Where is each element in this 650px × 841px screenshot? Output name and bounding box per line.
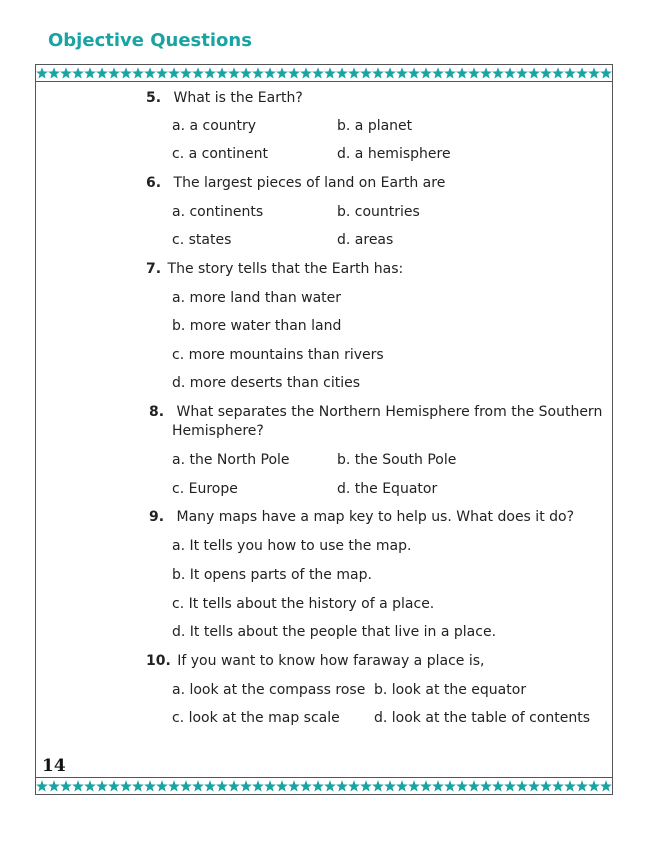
- star-icon: [180, 67, 192, 78]
- star-icon: [288, 780, 300, 791]
- star-icon: [552, 67, 564, 78]
- question-text-continued: Hemisphere?: [172, 423, 264, 439]
- star-icon: [156, 780, 168, 791]
- star-icon: [132, 67, 144, 78]
- star-icon: [216, 780, 228, 791]
- star-icon: [408, 67, 420, 78]
- option-b[interactable]: b. It opens parts of the map.: [172, 567, 372, 583]
- star-icon: [60, 67, 72, 78]
- option-c[interactable]: c. It tells about the history of a place.: [172, 596, 435, 612]
- question-text: What separates the Northern Hemisphere from the Southern: [176, 404, 603, 420]
- star-icon: [600, 780, 612, 791]
- question-5: [146, 88, 303, 108]
- option-b[interactable]: b. a planet: [337, 118, 413, 134]
- star-icon: [360, 780, 372, 791]
- star-icon: [480, 780, 492, 791]
- star-icon: [84, 67, 96, 78]
- star-icon: [528, 67, 540, 78]
- star-icon: [192, 780, 204, 791]
- star-icon: [36, 780, 48, 791]
- star-icon: [264, 780, 276, 791]
- star-row-icon: [36, 778, 612, 794]
- star-icon: [60, 780, 72, 791]
- option-a[interactable]: a. a country: [172, 118, 257, 134]
- star-icon: [468, 780, 480, 791]
- star-icon: [372, 67, 384, 78]
- question-text: If you want to know how faraway a place is,: [177, 653, 485, 669]
- question-7: [146, 259, 403, 279]
- option-a[interactable]: a. more land than water: [172, 290, 342, 306]
- star-icon: [384, 67, 396, 78]
- star-icon: [84, 780, 96, 791]
- option-b[interactable]: b. countries: [337, 204, 420, 220]
- star-icon: [144, 780, 156, 791]
- star-icon: [144, 67, 156, 78]
- star-icon: [564, 67, 576, 78]
- star-icon: [228, 67, 240, 78]
- star-icon: [408, 780, 420, 791]
- option-b[interactable]: b. the South Pole: [337, 452, 457, 468]
- question-number: 10.: [146, 653, 171, 669]
- option-b[interactable]: b. more water than land: [172, 318, 342, 334]
- star-icon: [588, 67, 600, 78]
- star-icon: [444, 780, 456, 791]
- question-number: 5.: [146, 90, 162, 106]
- option-c[interactable]: c. a continent: [172, 146, 268, 162]
- star-icon: [264, 67, 276, 78]
- question-number: 6.: [146, 175, 162, 191]
- option-a[interactable]: a. the North Pole: [172, 452, 290, 468]
- star-icon: [564, 780, 576, 791]
- star-icon: [288, 67, 300, 78]
- star-icon: [576, 780, 588, 791]
- star-icon: [48, 780, 60, 791]
- star-icon: [216, 67, 228, 78]
- star-icon: [372, 780, 384, 791]
- star-icon: [480, 67, 492, 78]
- star-icon: [312, 780, 324, 791]
- star-icon: [576, 67, 588, 78]
- star-icon: [504, 780, 516, 791]
- question-text: The largest pieces of land on Earth are: [173, 175, 446, 191]
- option-c[interactable]: c. states: [172, 232, 232, 248]
- star-icon: [504, 67, 516, 78]
- star-icon: [468, 67, 480, 78]
- star-icon: [456, 67, 468, 78]
- option-c[interactable]: c. look at the map scale: [172, 710, 340, 726]
- star-icon: [360, 67, 372, 78]
- star-icon: [348, 780, 360, 791]
- star-icon: [396, 780, 408, 791]
- option-b[interactable]: b. look at the equator: [374, 682, 527, 698]
- star-icon: [240, 67, 252, 78]
- star-icon: [72, 780, 84, 791]
- star-icon: [336, 67, 348, 78]
- star-icon: [228, 780, 240, 791]
- star-icon: [384, 780, 396, 791]
- star-icon: [300, 780, 312, 791]
- page-number: 14: [42, 756, 66, 776]
- star-icon: [552, 780, 564, 791]
- star-icon: [516, 67, 528, 78]
- star-icon: [336, 780, 348, 791]
- star-icon: [516, 780, 528, 791]
- star-icon: [120, 780, 132, 791]
- star-icon: [156, 67, 168, 78]
- star-icon: [180, 780, 192, 791]
- star-icon: [420, 780, 432, 791]
- star-icon: [48, 67, 60, 78]
- top-star-border: [35, 64, 613, 82]
- star-icon: [528, 780, 540, 791]
- option-a[interactable]: a. continents: [172, 204, 264, 220]
- star-icon: [600, 67, 612, 78]
- star-icon: [432, 780, 444, 791]
- star-icon: [276, 67, 288, 78]
- question-number: 9.: [149, 509, 165, 525]
- star-icon: [324, 67, 336, 78]
- star-icon: [540, 780, 552, 791]
- option-a[interactable]: a. It tells you how to use the map.: [172, 538, 412, 554]
- bottom-star-border: [35, 777, 613, 795]
- question-number: 7.: [146, 261, 162, 277]
- question-9: [149, 507, 574, 527]
- star-icon: [588, 780, 600, 791]
- star-icon: [276, 780, 288, 791]
- star-icon: [492, 67, 504, 78]
- star-icon: [312, 67, 324, 78]
- star-icon: [72, 67, 84, 78]
- question-number: 8.: [149, 404, 165, 420]
- star-icon: [168, 780, 180, 791]
- star-icon: [456, 780, 468, 791]
- option-c[interactable]: c. Europe: [172, 481, 238, 497]
- star-icon: [96, 780, 108, 791]
- question-8: [149, 402, 602, 422]
- question-10: [146, 651, 484, 671]
- star-icon: [348, 67, 360, 78]
- star-icon: [432, 67, 444, 78]
- page-heading: Objective Questions: [48, 30, 252, 51]
- star-icon: [204, 780, 216, 791]
- star-icon: [108, 67, 120, 78]
- star-icon: [120, 67, 132, 78]
- option-c[interactable]: c. more mountains than rivers: [172, 347, 384, 363]
- star-icon: [96, 67, 108, 78]
- option-d[interactable]: d. more deserts than cities: [172, 375, 361, 391]
- star-icon: [540, 67, 552, 78]
- star-icon: [324, 780, 336, 791]
- option-d[interactable]: d. the Equator: [337, 481, 438, 497]
- star-icon: [204, 67, 216, 78]
- question-text: What is the Earth?: [173, 90, 303, 106]
- star-icon: [300, 67, 312, 78]
- option-a[interactable]: a. look at the compass rose: [172, 682, 366, 698]
- star-icon: [420, 67, 432, 78]
- star-icon: [252, 780, 264, 791]
- question-6: [146, 173, 445, 193]
- option-d[interactable]: d. areas: [337, 232, 394, 248]
- star-icon: [492, 780, 504, 791]
- star-icon: [444, 67, 456, 78]
- star-icon: [192, 67, 204, 78]
- star-row-icon: [36, 65, 612, 81]
- option-d[interactable]: d. It tells about the people that live in a place.: [172, 624, 497, 640]
- question-text: The story tells that the Earth has:: [167, 261, 404, 277]
- star-icon: [168, 67, 180, 78]
- option-d[interactable]: d. look at the table of contents: [374, 710, 591, 726]
- star-icon: [108, 780, 120, 791]
- star-icon: [240, 780, 252, 791]
- star-icon: [36, 67, 48, 78]
- star-icon: [252, 67, 264, 78]
- star-icon: [132, 780, 144, 791]
- star-icon: [396, 67, 408, 78]
- question-text: Many maps have a map key to help us. What does it do?: [176, 509, 575, 525]
- option-d[interactable]: d. a hemisphere: [337, 146, 451, 162]
